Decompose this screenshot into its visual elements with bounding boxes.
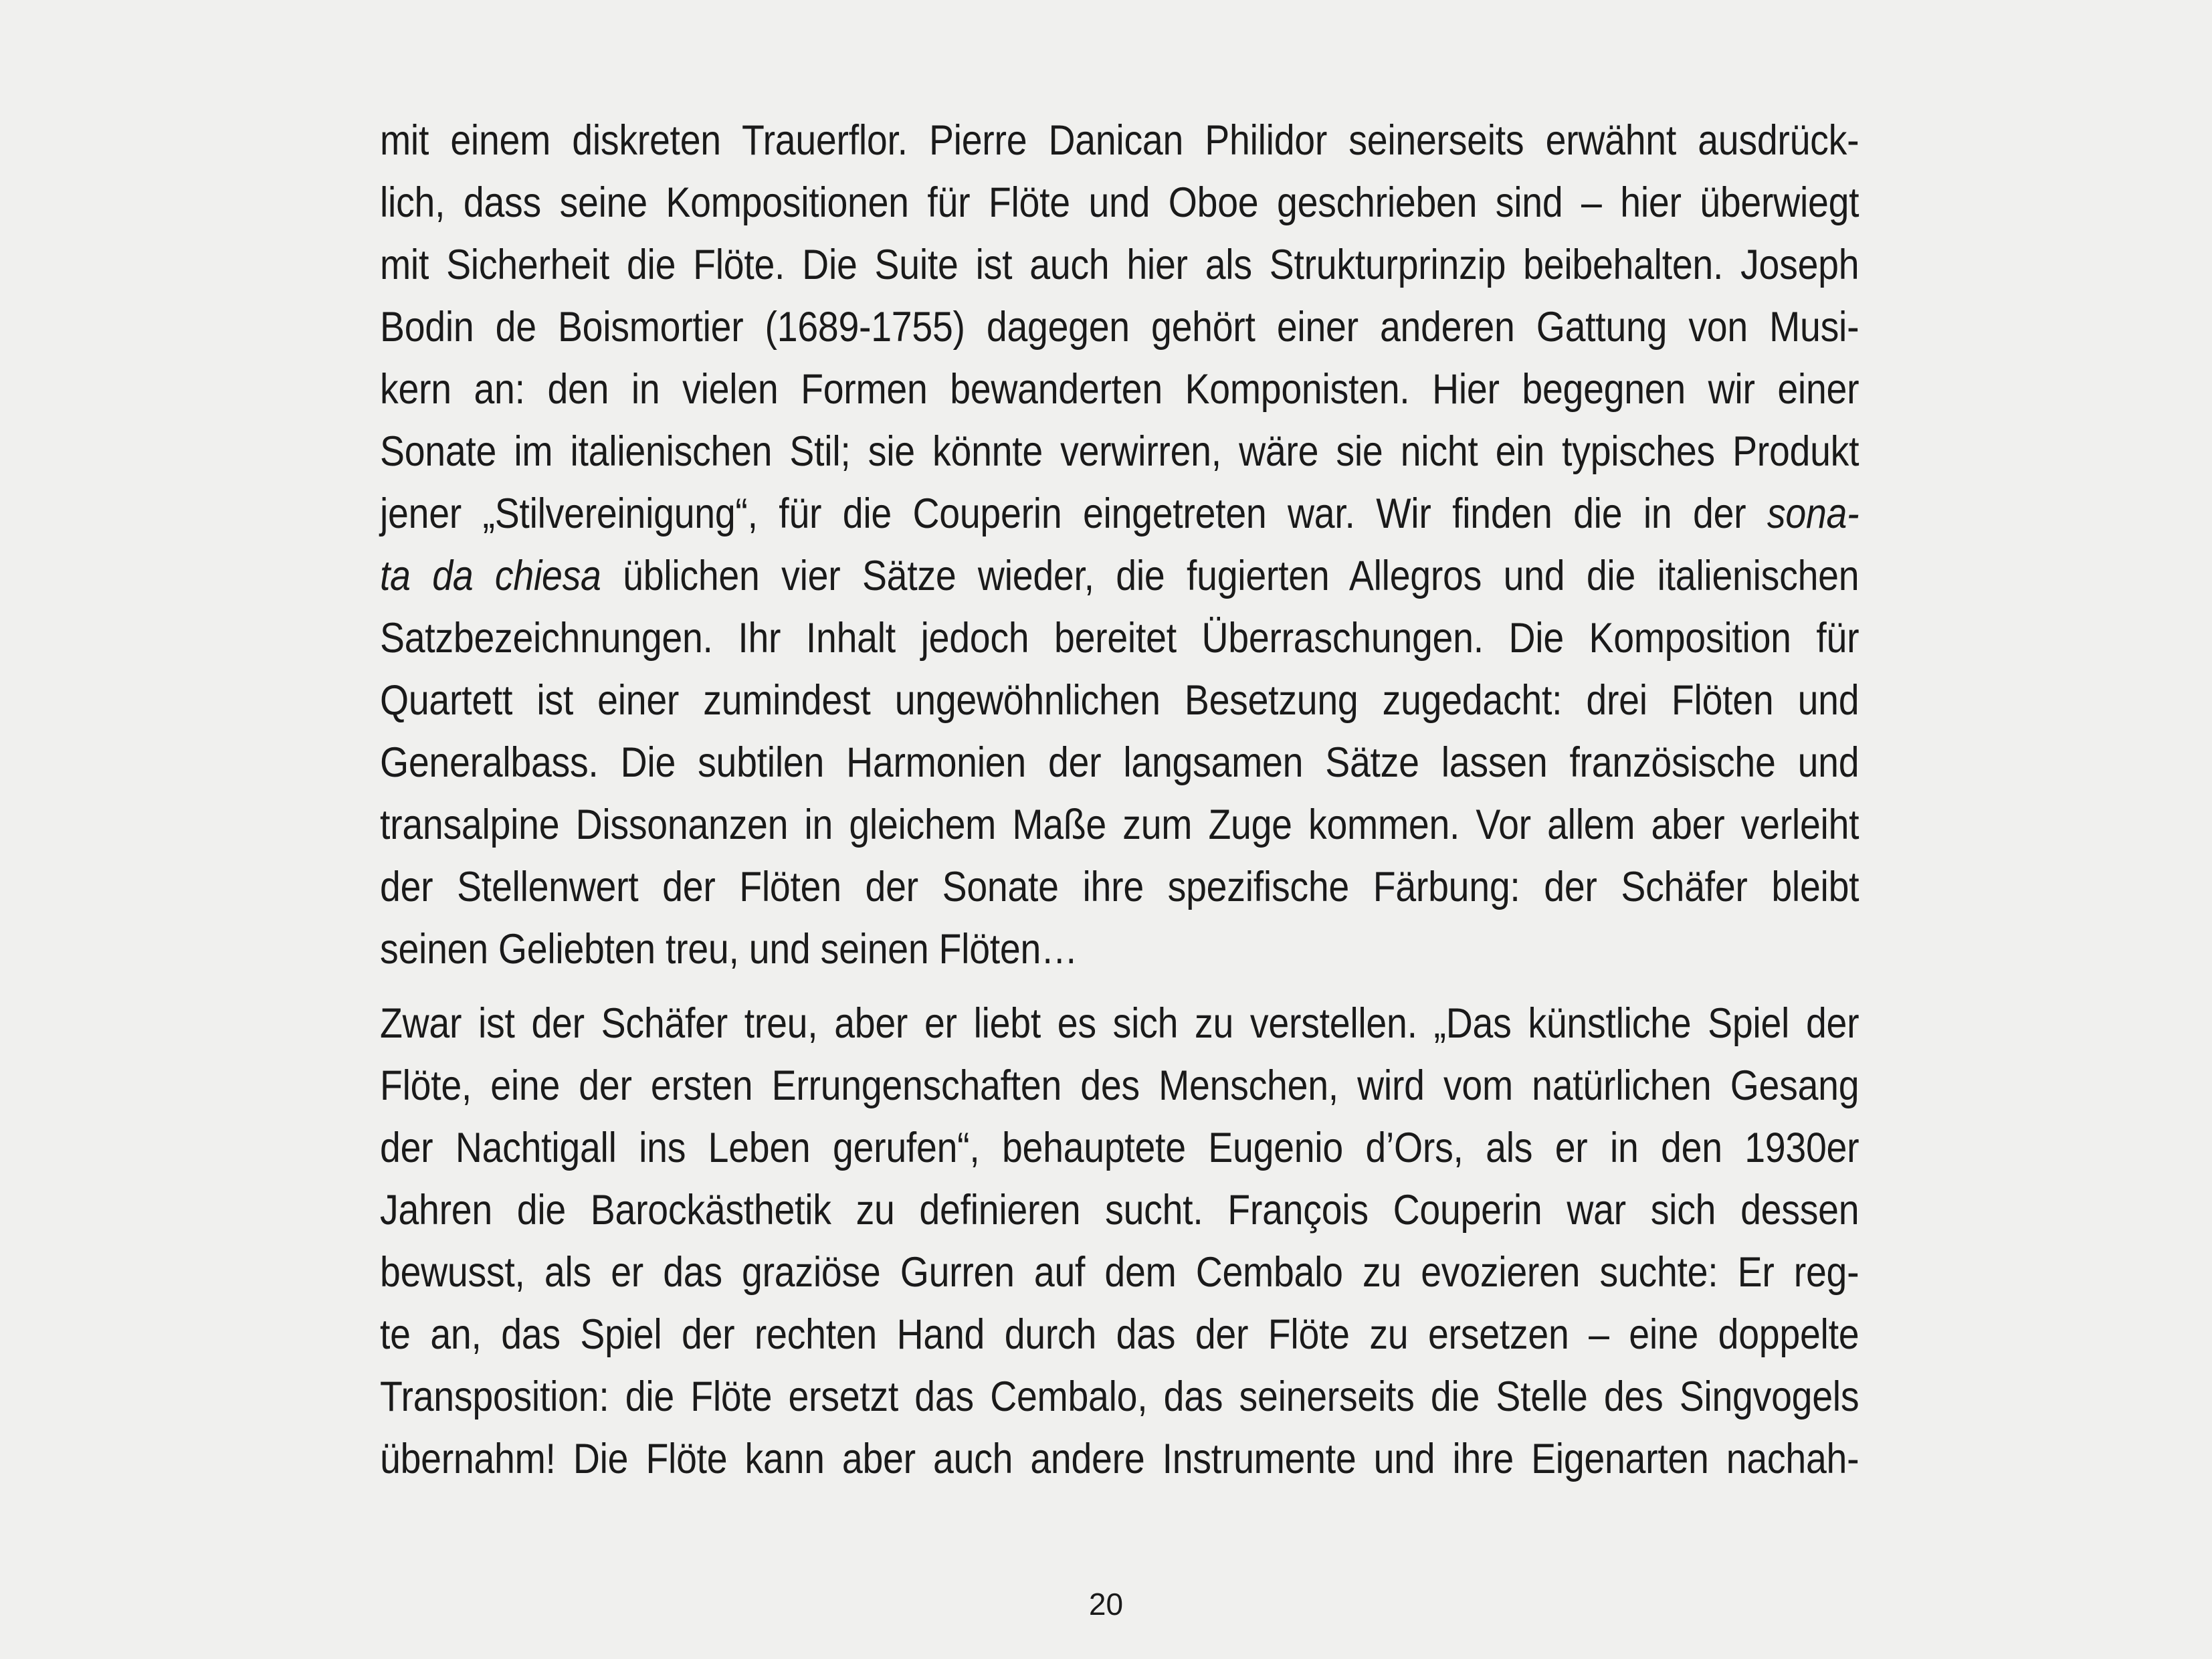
text-line <box>380 545 1859 607</box>
text-line: mit einem diskreten Trauerflor. Pierre Danican Philidor seinerseits erwähnt ausdrück- <box>380 117 1859 164</box>
text-line: Jahren die Barockästhetik zu definieren sucht. François Couperin war sich dessen <box>380 1187 1859 1234</box>
text-line: der Stellenwert der Flöten der Sonate ihre spezifische Färbung: der Schäfer bleibt <box>380 864 1859 910</box>
text-line: Sonate im italienischen Stil; sie könnte verwirren, wäre sie nicht ein typisches Produkt <box>380 428 1859 475</box>
text-line <box>380 483 1859 545</box>
paragraph <box>380 110 1859 981</box>
paragraph <box>380 993 1859 1490</box>
page-number: 20 <box>1088 1587 1124 1622</box>
text-line: lich, dass seine Kompositionen für Flöte und Oboe geschrieben sind – hier überwiegt <box>380 179 1859 226</box>
text-line: mit Sicherheit die Flöte. Die Suite ist auch hier als Strukturprinzip beibehalten. Joseph <box>380 241 1859 288</box>
text-line: Quartett ist einer zumindest ungewöhnlichen Besetzung zugedacht: drei Flöten und <box>380 677 1859 724</box>
text-run: jener „Stilvereinigung“, für die Couperin eingetreten war. Wir finden die in der <box>380 490 1767 537</box>
italic-run: sona- <box>1767 490 1859 537</box>
text-line: seinen Geliebten treu, und seinen Flöten… <box>380 926 1078 973</box>
text-line: übernahm! Die Flöte kann aber auch andere Instrumente und ihre Eigenarten nachah- <box>380 1436 1859 1482</box>
text-line: der Nachtigall ins Leben gerufen“, behauptete Eugenio d’Ors, als er in den 1930er <box>380 1125 1859 1171</box>
text-run: üblichen vier Sätze wieder, die fugierten Allegros und die italienischen <box>601 553 1859 599</box>
paragraph-spacer <box>380 981 1859 993</box>
text-line: te an, das Spiel der rechten Hand durch das der Flöte zu ersetzen – eine doppelte <box>380 1311 1859 1358</box>
text-line: bewusst, als er das graziöse Gurren auf dem Cembalo zu evozieren suchte: Er reg- <box>380 1249 1859 1296</box>
page-body <box>380 110 1859 1490</box>
text-line: Zwar ist der Schäfer treu, aber er liebt es sich zu verstellen. „Das künstliche Spiel der <box>380 1000 1859 1047</box>
text-line: Flöte, eine der ersten Errungenschaften des Menschen, wird vom natürlichen Gesang <box>380 1062 1859 1109</box>
text-line: Satzbezeichnungen. Ihr Inhalt jedoch bereitet Überraschungen. Die Komposition für <box>380 615 1859 662</box>
text-line: kern an: den in vielen Formen bewanderten Komponisten. Hier begegnen wir einer <box>380 366 1859 413</box>
text-line: transalpine Dissonanzen in gleichem Maße zum Zuge kommen. Vor allem aber verleiht <box>380 801 1859 848</box>
text-line: Bodin de Boismortier (1689-1755) dagegen gehört einer anderen Gattung von Musi- <box>380 304 1859 351</box>
text-line: Transposition: die Flöte ersetzt das Cembalo, das seinerseits die Stelle des Singvogels <box>380 1373 1859 1420</box>
italic-run: ta da chiesa <box>380 553 601 599</box>
text-line: Generalbass. Die subtilen Harmonien der langsamen Sätze lassen französische und <box>380 739 1859 786</box>
